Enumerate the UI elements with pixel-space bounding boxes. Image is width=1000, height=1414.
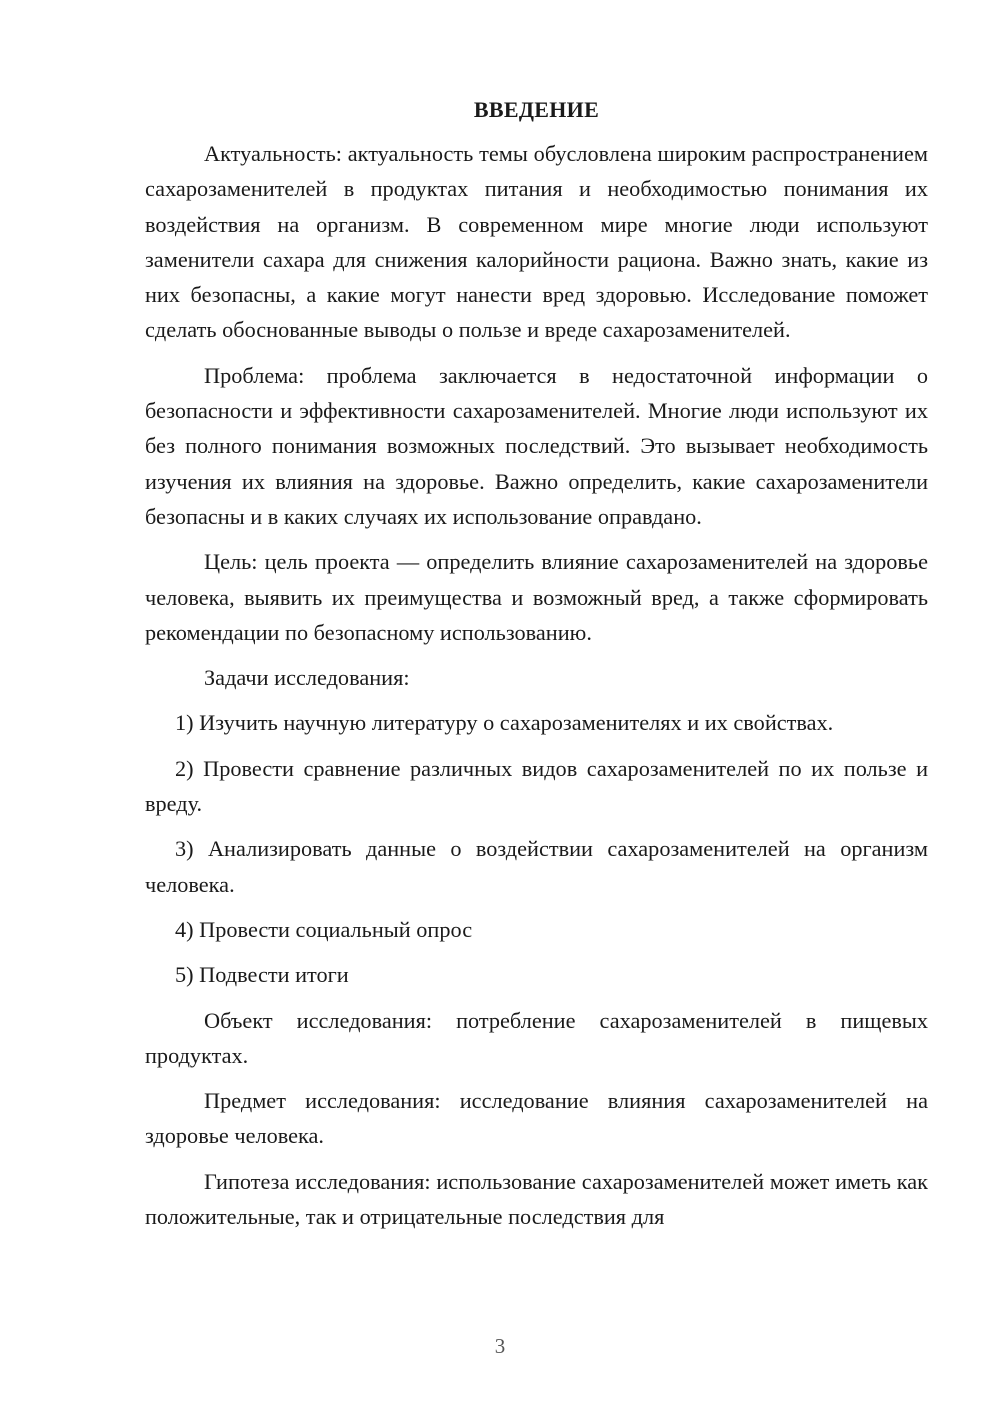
- subject-paragraph: Предмет исследования: исследование влияния сахарозаменителей на здоровье человека.: [145, 1088, 928, 1149]
- page-number: 3: [494, 1334, 506, 1358]
- task-item: 4) Провести социальный опрос: [175, 916, 473, 942]
- task-item: 5) Подвести итоги: [175, 962, 349, 988]
- section-title: ВВЕДЕНИЕ: [473, 97, 600, 122]
- task-item: 3) Анализировать данные о воздействии сахарозаменителей на организм человека.: [145, 836, 928, 897]
- document-page: [145, 88, 928, 1244]
- tasks-heading: Задачи исследования:: [204, 665, 410, 691]
- relevance-paragraph: Актуальность: актуальность темы обусловлена широким распространением сахарозаменителей в продуктах питания и необходимостью понимания их воздействия на организм. В современном мире многие люди используют заменители сахара для снижения калорийности рациона. Важно знать, какие из них безопасны, а какие могут нанести вред здоровью. Исследование поможет сделать обоснованные выводы о пользе и вреде сахарозаменителей.: [145, 141, 928, 343]
- task-item: 1) Изучить научную литературу о сахарозаменителях и их свойствах.: [175, 710, 834, 736]
- task-item: 2) Провести сравнение различных видов сахарозаменителей по их пользе и вреду.: [145, 755, 928, 817]
- problem-paragraph: Проблема: проблема заключается в недостаточной информации о безопасности и эффективности сахарозаменителей. Многие люди используют их без полного понимания возможных последствий. Это вызывает необходимость изучения их влияния на здоровье. Важно определить, какие сахарозаменители безопасны и в каких случаях их использование оправдано.: [145, 362, 928, 529]
- object-paragraph: Объект исследования: потребление сахарозаменителей в пищевых продуктах.: [145, 1007, 928, 1068]
- goal-paragraph: Цель: цель проекта — определить влияние сахарозаменителей на здоровье человека, выявить их преимущества и возможный вред, а также сформировать рекомендации по безопасному использованию.: [145, 549, 928, 645]
- hypothesis-paragraph: Гипотеза исследования: использование сахарозаменителей может иметь как положительные, так и отрицательные последствия для: [145, 1168, 928, 1230]
- tasks-list: [145, 705, 928, 992]
